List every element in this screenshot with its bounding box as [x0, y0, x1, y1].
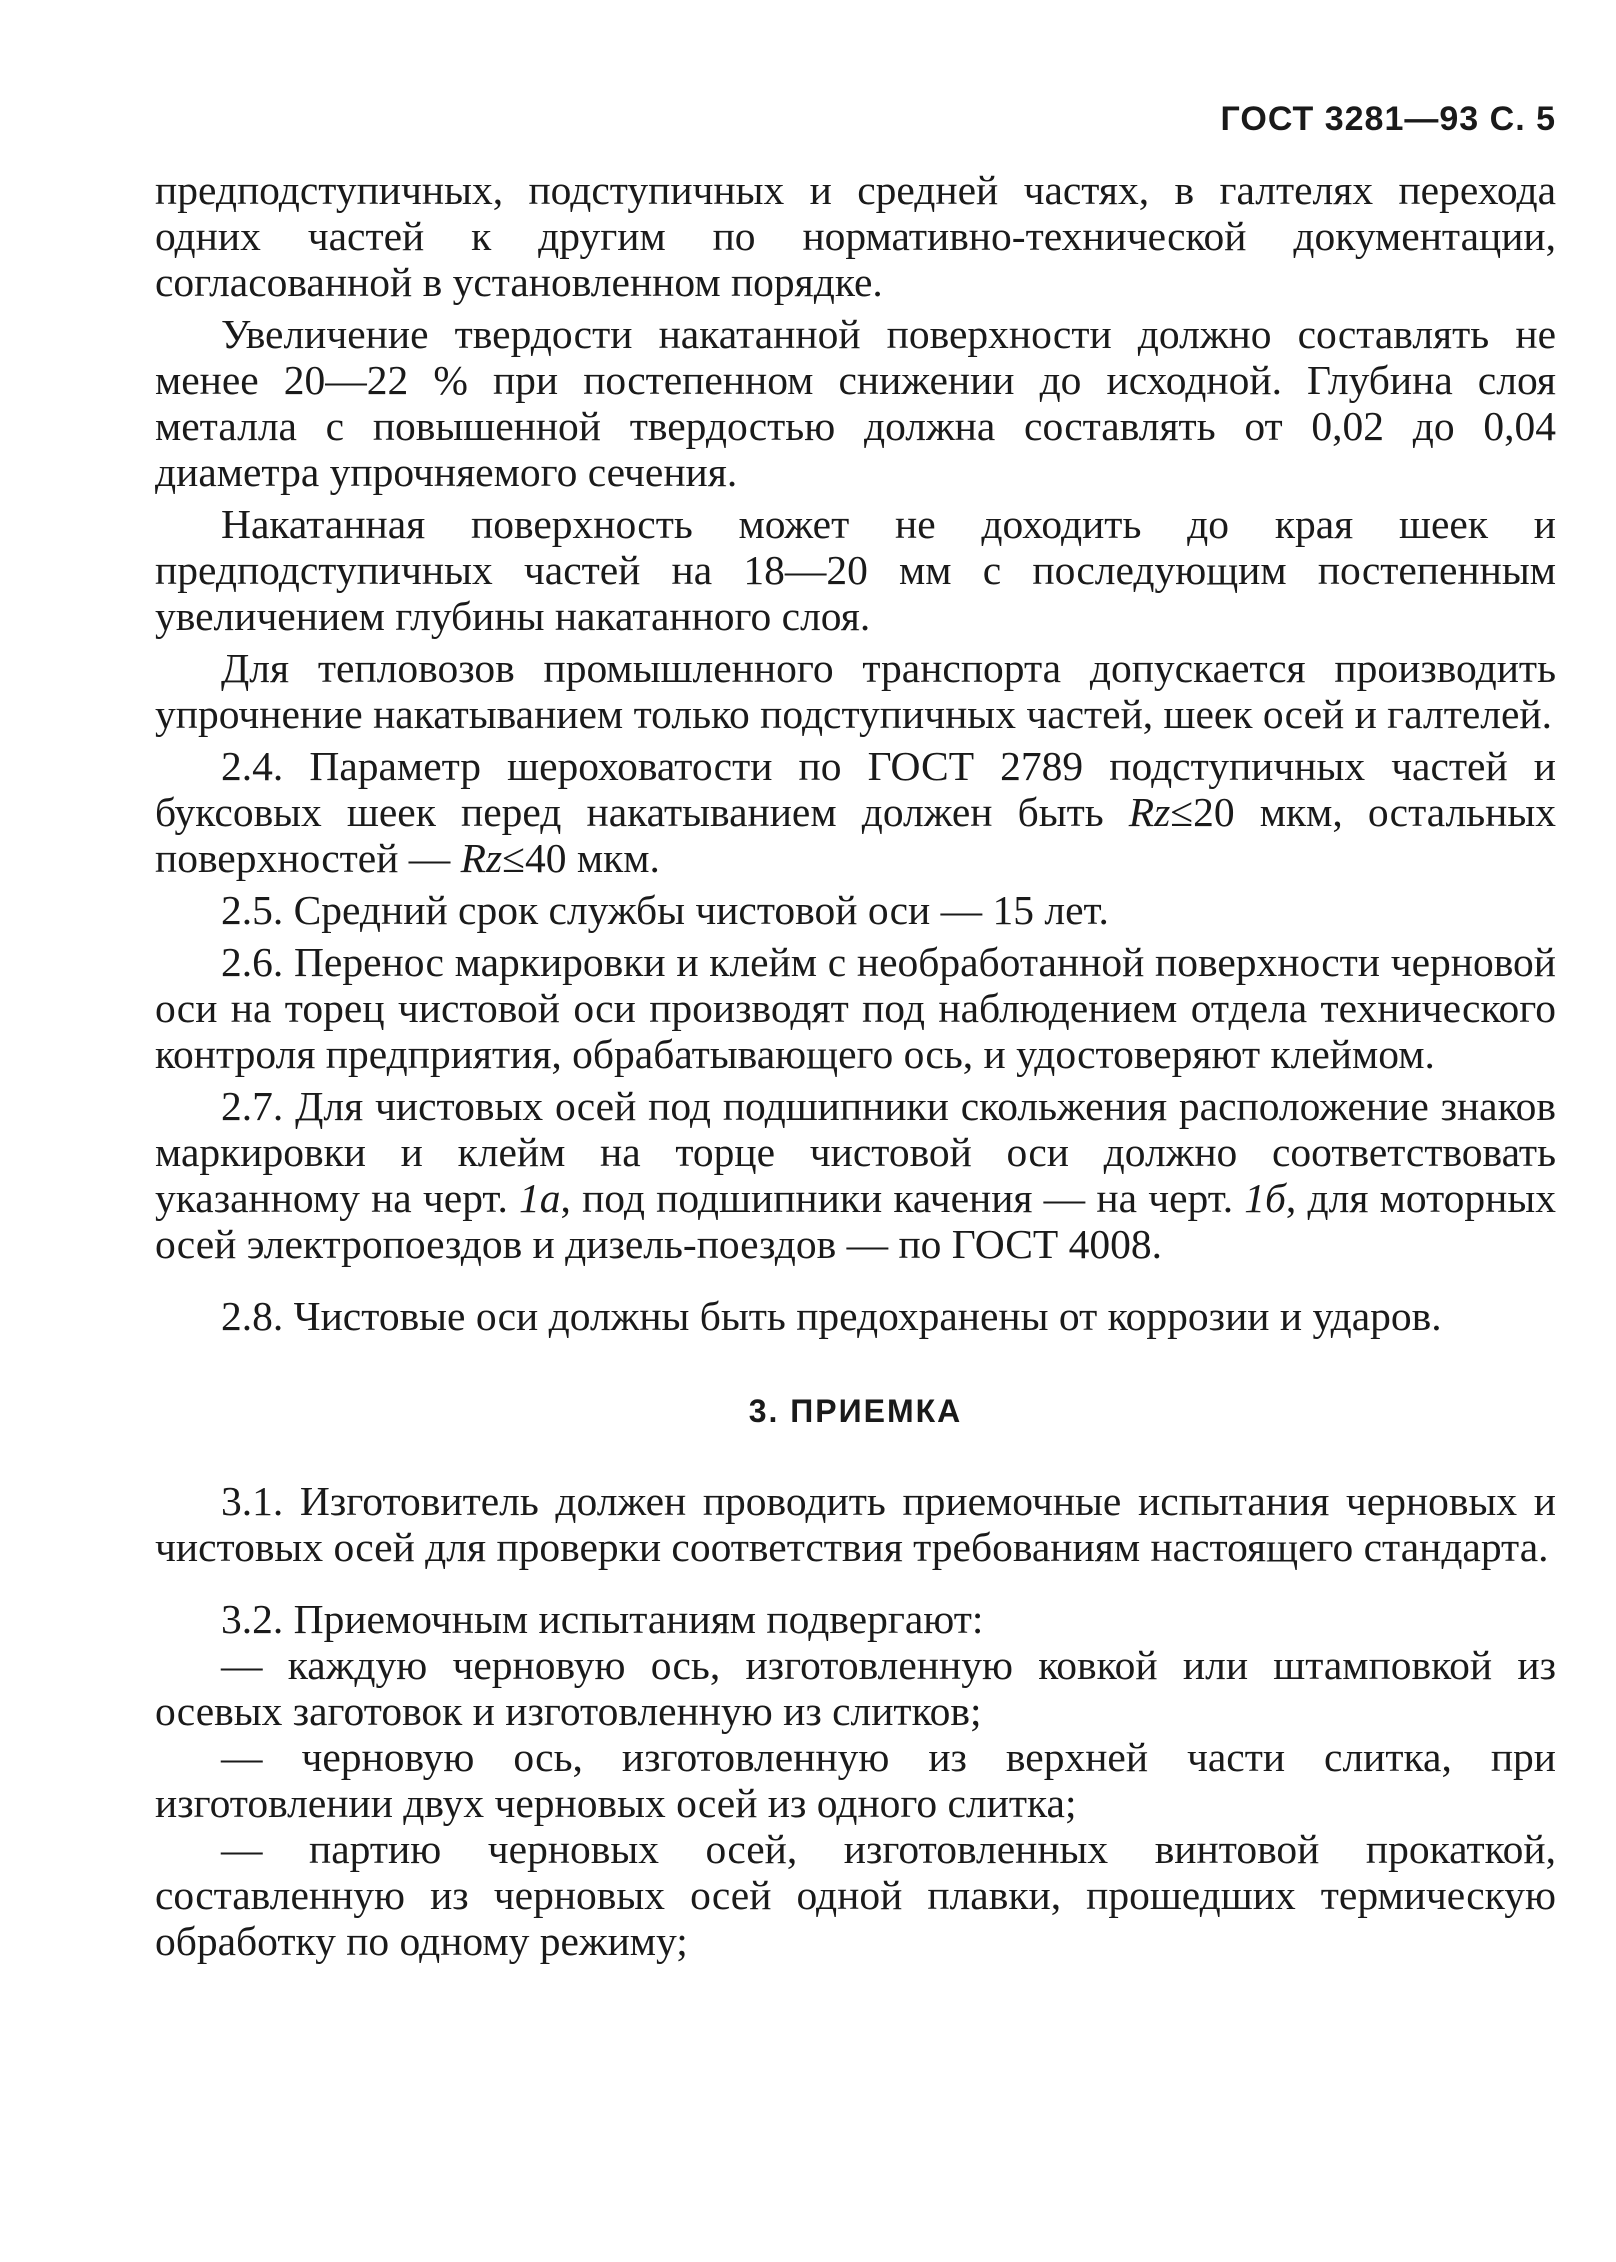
paragraph-industrial-locomotives: Для тепловозов промышленного транспорта допускается производить упрочнение накатыванием только подступичных частей, шеек осей и галтелей. — [155, 645, 1556, 737]
clause-2-7-text-a: 2.7. Для чистовых осей под подшипники скольжения расположение знаков маркировки и клейм на торце чистовой оси должно соответствовать указанному на черт. — [155, 1083, 1556, 1221]
paragraph-rolled-surface: Накатанная поверхность может не доходить до края шеек и предподступичных частей на 18—20 мм с последующим постепенным увеличением глубины накатанного слоя. — [155, 501, 1556, 639]
section-3-title: 3. ПРИЕМКА — [748, 1393, 963, 1429]
clause-2-7-text-c: , для моторных осей электропоездов и дизель-поездов — по ГОСТ 4008. — [155, 1175, 1556, 1267]
roughness-symbol-1: Rz — [1128, 789, 1171, 835]
clause-2-6: 2.6. Перенос маркировки и клейм с необработанной поверхности черновой оси на торец чистовой оси производят под наблюдением отдела технического контроля предприятия, обрабатывающего ось, и удостоверяют клеймом. — [155, 939, 1556, 1077]
clause-2-5: 2.5. Средний срок службы чистовой оси — 15 лет. — [221, 887, 1109, 933]
paragraph-continuation: предподступичных, подступичных и средней частях, в галтелях перехода одних частей к другим по нормативно-технической документации, согласованной в установленном порядке. — [155, 167, 1556, 305]
list-item: — черновую ось, изготовленную из верхней части слитка, при изготовлении двух черновых осей из одного слитка; — [155, 1734, 1556, 1826]
paragraph-hardness-increase: Увеличение твердости накатанной поверхности должно составлять не менее 20—22 % при постепенном снижении до исходной. Глубина слоя металла с повышенной твердостью должна составлять от 0,02 до 0,04 диаметра упрочняемого сечения. — [155, 311, 1556, 495]
figure-ref-1b: 1б — [1244, 1175, 1286, 1221]
list-item: — каждую черновую ось, изготовленную ковкой или штамповкой из осевых заготовок и изготовленную из слитков; — [155, 1642, 1556, 1734]
clause-3-2: 3.2. Приемочным испытаниям подвергают: — [221, 1596, 984, 1642]
clause-2-7-text-b: , под подшипники качения — на черт. — [560, 1175, 1245, 1221]
clause-2-4-text-b: ≤20 мкм, остальных поверхностей — — [155, 789, 1556, 881]
list-item: — партию черновых осей, изготовленных винтовой прокаткой, составленную из черновых осей одной плавки, прошедших термическую обработку по одному режиму; — [155, 1826, 1556, 1964]
figure-ref-1a: 1а — [519, 1175, 561, 1221]
clause-3-1: 3.1. Изготовитель должен проводить приемочные испытания черновых и чистовых осей для проверки соответствия требованиям настоящего стандарта. — [155, 1478, 1556, 1570]
page-header: ГОСТ 3281—93 С. 5 — [1220, 100, 1556, 138]
clause-2-4-text-a: 2.4. Параметр шероховатости по ГОСТ 2789 подступичных частей и буксовых шеек перед накатыванием должен быть — [155, 743, 1556, 835]
clause-2-7 — [155, 1083, 1556, 1267]
clause-2-4 — [155, 743, 1556, 881]
clause-2-8: 2.8. Чистовые оси должны быть предохранены от коррозии и ударов. — [221, 1293, 1442, 1339]
clause-2-4-text-c: ≤40 мкм. — [502, 835, 660, 881]
roughness-symbol-2: Rz — [460, 835, 503, 881]
